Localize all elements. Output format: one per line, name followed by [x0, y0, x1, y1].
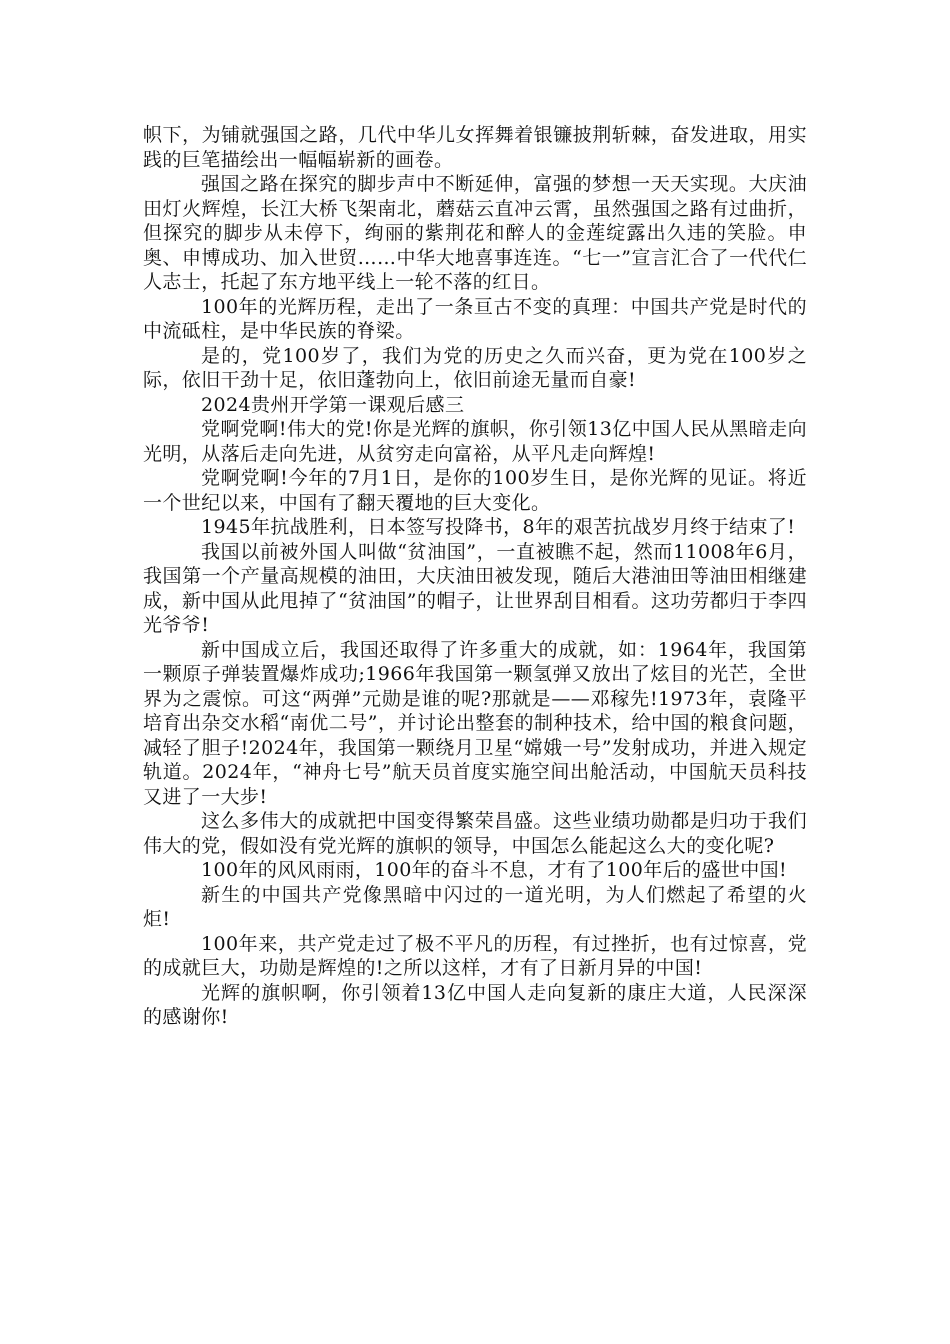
- paragraph: 1945年抗战胜利，日本签写投降书，8年的艰苦抗战岁月终于结束了!: [201, 516, 796, 538]
- paragraph: 100年的风风雨雨，100年的奋斗不息，才有了100年后的盛世中国!: [201, 859, 788, 881]
- paragraph: 这么多伟大的成就把中国变得繁荣昌盛。这些业绩功勋都是归功于我们伟大的党，假如没有党光辉的旗帜的领导，中国怎么能起这么大的变化呢?: [143, 810, 807, 857]
- paragraph-continued: 帜下，为铺就强国之路，几代中华儿女挥舞着银镰披荆斩棘，奋发进取，用实践的巨笔描绘出一幅幅崭新的画卷。: [143, 124, 807, 171]
- paragraph: 新生的中国共产党像黑暗中闪过的一道光明，为人们燃起了希望的火炬!: [143, 883, 807, 930]
- paragraph: 强国之路在探究的脚步声中不断延伸，富强的梦想一天天实现。大庆油田灯火辉煌，长江大桥飞架南北，蘑菇云直冲云霄，虽然强国之路有过曲折，但探究的脚步从未停下，绚丽的紫荆花和醉人的金莲绽露出久违的笑脸。申奥、申博成功、加入世贸……中华大地喜事连连。“七一”宣言汇合了一代代仁人志士，托起了东方地平线上一轮不落的红日。: [143, 173, 807, 293]
- paragraph: 我国以前被外国人叫做“贫油国”，一直被瞧不起，然而11008年6月，我国第一个产量高规模的油田，大庆油田被发现，随后大港油田等油田相继建成，新中国从此甩掉了“贫油国”的帽子，让世界刮目相看。这功劳都归于李四光爷爷!: [143, 540, 807, 636]
- paragraph: 新中国成立后，我国还取得了许多重大的成就，如：1964年，我国第一颗原子弹装置爆炸成功;1966年我国第一颗氢弹又放出了炫目的光芒，全世界为之震惊。可这“两弹”元勋是谁的呢?那就是——邓稼先!1973年，袁隆平培育出杂交水稻“南优二号”，并讨论出整套的制种技术，给中国的粮食问题，减轻了胆子!2024年，我国第一颗绕月卫星“嫦娥一号”发射成功，并进入规定轨道。2024年，“神舟七号”航天员首度实施空间出舱活动，中国航天员科技又进了一大步!: [143, 638, 807, 808]
- paragraph: 党啊党啊!今年的7月1日，是你的100岁生日，是你光辉的见证。将近一个世纪以来，中国有了翻天覆地的巨大变化。: [143, 467, 807, 514]
- paragraph: 100年来，共产党走过了极不平凡的历程，有过挫折，也有过惊喜，党的成就巨大，功勋是辉煌的!之所以这样，才有了日新月异的中国!: [143, 932, 807, 979]
- paragraph: 党啊党啊!伟大的党!你是光辉的旗帜，你引领13亿中国人民从黑暗走向光明，从落后走向先进，从贫穷走向富裕，从平凡走向辉煌!: [143, 418, 807, 465]
- section-heading: 2024贵州开学第一课观后感三: [201, 393, 465, 416]
- paragraph: 是的，党100岁了，我们为党的历史之久而兴奋，更为党在100岁之际，依旧干劲十足，依旧蓬勃向上，依旧前途无量而自豪!: [143, 344, 807, 391]
- paragraph: 100年的光辉历程，走出了一条亘古不变的真理：中国共产党是时代的中流砥柱，是中华民族的脊梁。: [143, 295, 807, 342]
- paragraph: 光辉的旗帜啊，你引领着13亿中国人走向复新的康庄大道，人民深深的感谢你!: [143, 981, 807, 1028]
- document-body: [143, 123, 807, 1030]
